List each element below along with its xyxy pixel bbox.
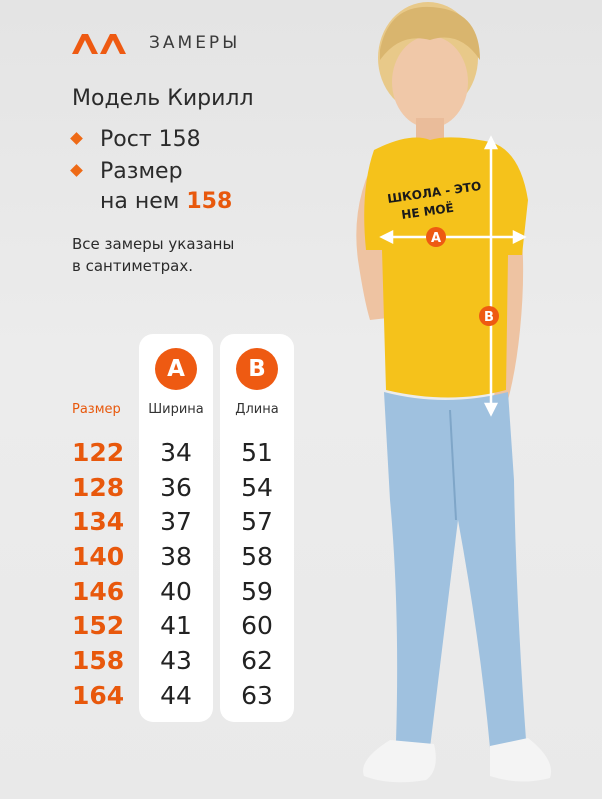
height-label: Рост 158 [100,127,201,152]
diamond-bullet-icon [70,164,83,177]
width-values [139,436,213,714]
badge-a: A [155,348,197,390]
diamond-bullet-icon [70,132,83,145]
marker-a-label: A [430,231,442,246]
width-value: 40 [160,576,192,606]
width-value: 43 [160,646,192,676]
size-value: 134 [72,507,125,537]
logo-icon [72,34,126,54]
size-value: 146 [72,576,125,606]
width-value: 38 [160,542,192,572]
size-value: 152 [72,611,125,641]
size-label: Размер [100,159,183,184]
width-value: 41 [160,611,192,641]
shirt-print-line-1: ШКОЛА - ЭТО [386,178,483,206]
width-value: 34 [160,438,192,467]
width-column-card [139,334,213,722]
width-value: 44 [160,680,192,710]
length-value: 58 [241,542,273,572]
size-value: 140 [72,542,125,572]
page-title: ЗАМЕРЫ [149,33,241,53]
worn-size-value: 158 [186,189,233,214]
model-photo [330,0,602,799]
marker-b-label: B [484,310,494,325]
length-value: 59 [241,576,273,606]
measurement-note [72,233,234,277]
blue-jeans [384,392,526,748]
note-line-1: Все замеры указаны [72,235,235,253]
width-value: 37 [160,507,192,537]
worn-size-line [100,187,232,217]
size-value: 158 [72,646,125,676]
length-column-label: Длина [235,402,279,417]
length-column-card [220,334,294,722]
length-value: 54 [241,472,273,502]
shirt-print-line-2: НЕ МОЁ [400,200,455,222]
length-value: 60 [241,611,273,641]
length-values [220,436,294,714]
length-value: 62 [241,646,273,676]
width-value: 36 [160,472,192,502]
size-value: 122 [72,438,125,467]
yellow-tshirt [364,137,528,397]
width-column-label: Ширина [148,402,204,417]
worn-size-prefix: на нем [100,189,187,214]
model-name: Модель Кирилл [72,86,254,111]
size-column-header: Размер [72,402,121,417]
length-value: 57 [241,507,273,537]
size-value: 164 [72,680,125,710]
length-value: 63 [241,680,273,710]
note-line-2: в сантиметрах. [72,257,193,275]
size-column [72,436,124,714]
length-value: 51 [241,438,273,467]
size-value: 128 [72,472,125,502]
badge-b: B [236,348,278,390]
